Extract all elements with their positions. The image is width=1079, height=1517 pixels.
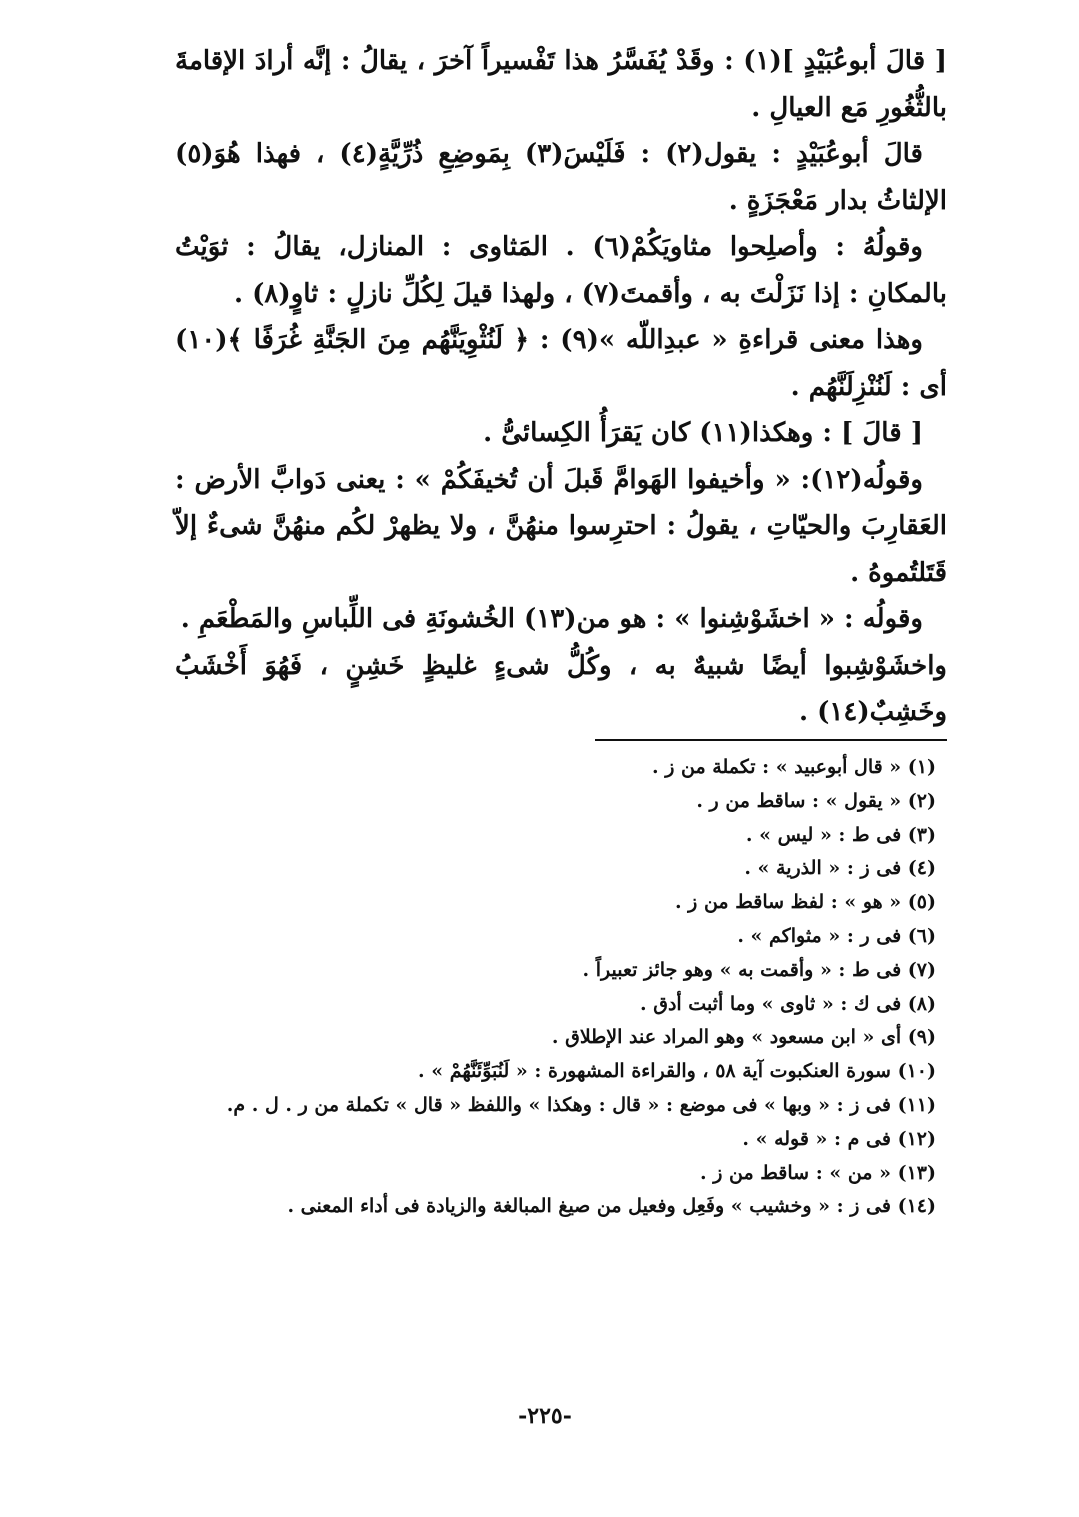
footnote-8: (٨) فى ك : « ثاوى » وما أثبت أدق . (639, 992, 936, 1015)
footnote-separator (595, 739, 947, 741)
footnote-5: (٥) « هو » : لفظ ساقط من ز . (674, 891, 936, 914)
paragraph-2: قالَ أبوعُبَيْدٍ : يقول(٢) : فَلَيْسَ(٣) بِمَوضِعِ ذُرِّيَّةٍ(٤) ، فهذا هُوَ(٥) الإلثاثُ بدار مَعْجَزَةٍ . (175, 139, 947, 216)
paragraph-8: واخشَوْشِبوا أيضًا شبيهٌ به ، وكُلُّ شىءٍ غليظٍ خَشِنٍ ، فَهُوَ أَخْشَبُ وخَشِبٌ(١٤) . (175, 650, 947, 727)
footnote-3: (٣) فى ط : « ليس » . (745, 823, 936, 846)
footnote-11: (١١) فى ز : « وبها » فى موضع : « قال : وهكذا » واللفظ « قال » تكملة من ر . ل . م. (226, 1093, 936, 1116)
footnote-1: (١) « قال أبوعبيد » : تكملة من ز . (651, 756, 936, 778)
footnote-2: (٢) « يقول » : ساقط من ر . (696, 789, 936, 812)
footnote-14: (١٤) فى ز : « وخشيب » وفَعِل وفعيل من صيغ المبالغة والزيادة فى أداء المعنى . (287, 1195, 936, 1218)
paragraph-5: [ قالَ ] : وهكذا(١١) كان يَقرَأُ الكِسائىُّ . (483, 418, 923, 448)
footnotes (150, 751, 936, 1224)
paragraph-7: وقولُه : « اخشَوْشِنوا » : هو من(١٣) الخُشونَةِ فى اللِّباسِ والمَطْعَمِ . (180, 604, 923, 634)
paragraph-3: وقولُهُ : وأصلِحوا مثاويَكُمْ(٦) . المَثاوى : المنازل، يقالُ : ثوَيْتُ بالمكانِ : إذا نَزَلْتَ به ، وأقمتَ(٧) ، ولهذا قيلَ لِكُلِّ نازلٍ : ثاوٍ(٨) . (175, 232, 947, 309)
footnote-6: (٦) فى ر : « مثواكم » . (737, 924, 936, 947)
paragraph-4: وهذا معنى قراءةِ « عبدِاللّه »(٩) : ﴿ لَنُثْوِيَنَّهُم مِنَ الجَنَّةِ غُرَفًا ﴾(١٠) أى : لَنُنْزِلَنَّهُم . (175, 325, 947, 402)
footnote-10: (١٠) سورة العنكبوت آية ٥٨ ، والقراءة المشهورة : « لَنُبَوِّئَنَّهُمْ » . (418, 1060, 936, 1083)
paragraph-6: وقولُه(١٢): « وأخيفوا الهَوامَّ قَبلَ أن تُخيفَكُمْ » : يعنى دَوابَّ الأرض : العَقارِبَ والحيّاتِ ، يقولُ : احترِسوا منهُنَّ ، ولا يظهرْ لكُم منهُنَّ شىءٌ إلاّ قَتَلتُموهُ . (175, 464, 947, 588)
page-number: -٢٢٥- (518, 1403, 572, 1429)
footnote-12: (١٢) فى م : « قوله » . (742, 1127, 936, 1150)
paragraph-1: [ قالَ أبوعُبَيْدٍ ](١) : وقَدْ يُفَسَّرُ هذا تَفْسيراً آخرَ ، يقالُ : إنَّه أرادَ الإقامةَ بالثُّغُورِ مَع العيالِ . (175, 46, 947, 123)
footnote-7: (٧) فى ط : « وأقمت به » وهو جائز تعبيراً . (582, 958, 936, 981)
footnote-13: (١٣) « من » : ساقط من ز . (700, 1161, 936, 1184)
main-text (175, 38, 947, 736)
footnote-4: (٤) فى ز : « الذرية » . (744, 857, 936, 880)
footnote-9: (٩) أى « ابن مسعود » وهو المراد عند الإطلاق . (551, 1026, 936, 1049)
